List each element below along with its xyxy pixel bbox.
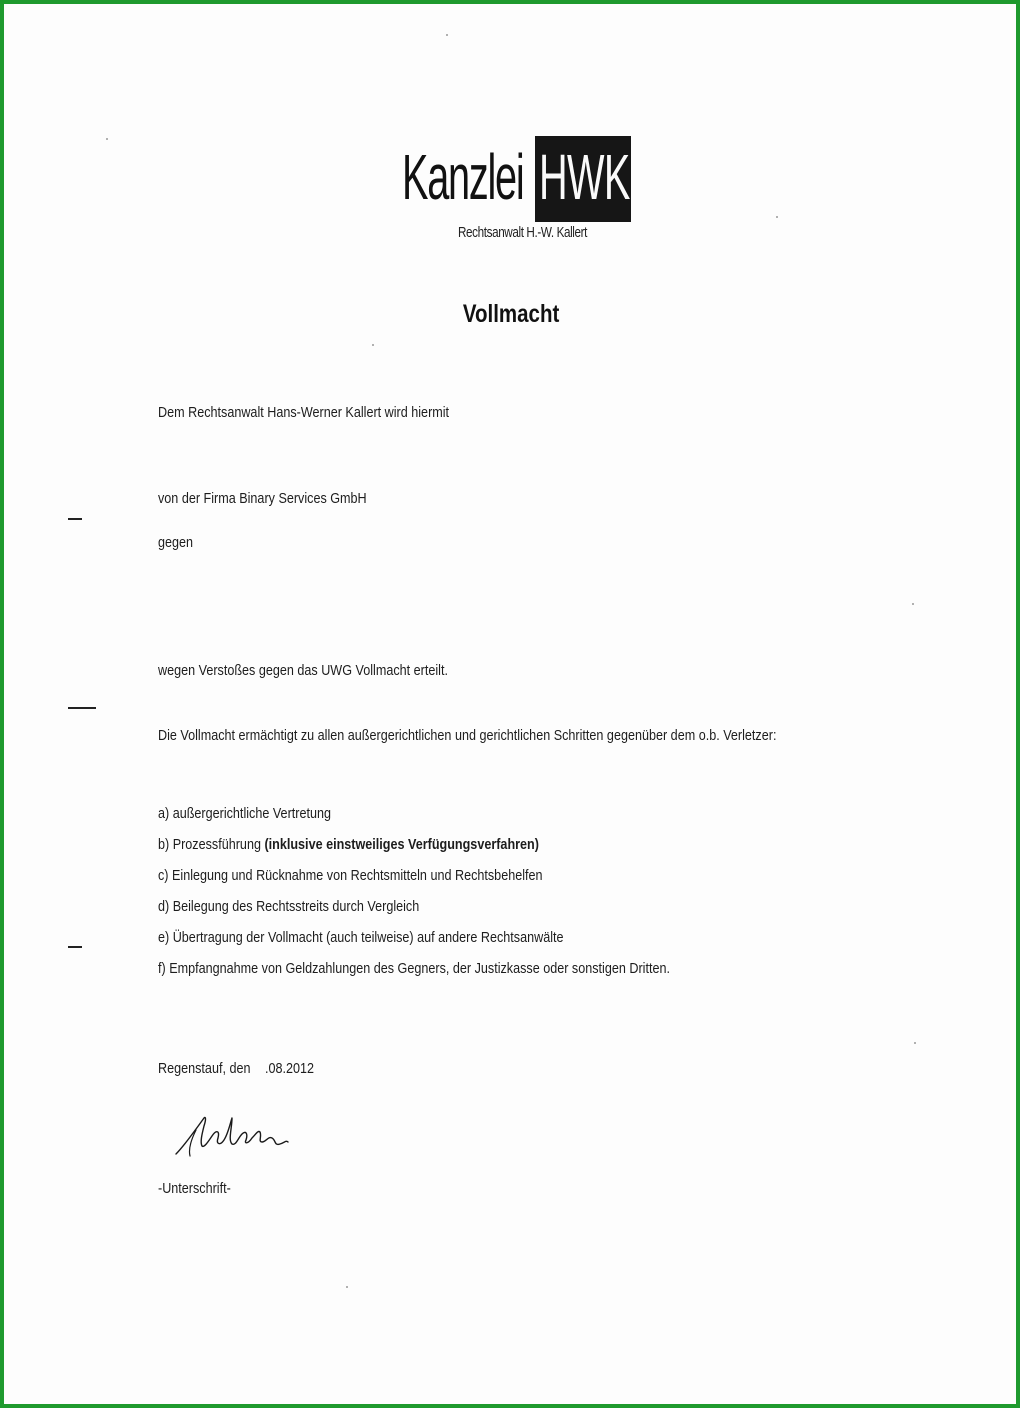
scan-speck — [776, 216, 778, 218]
list-item-c: c) Einlegung und Rücknahme von Rechtsmitteln und Rechtsbehelfen — [158, 867, 543, 884]
intro-line: Dem Rechtsanwalt Hans-Werner Kallert wird hiermit — [158, 404, 450, 421]
kanzlei-logo — [402, 136, 634, 246]
scan-speck — [446, 34, 448, 36]
punch-mark-center — [68, 707, 96, 709]
scope-line: Die Vollmacht ermächtigt zu allen außergerichtlichen und gerichtlichen Schritten gegenüber dem o.b. Verletzer: — [158, 727, 777, 744]
fold-mark-bottom — [68, 946, 82, 948]
scan-speck — [912, 603, 914, 605]
list-item-b-bold: (inklusive einstweiliges Verfügungsverfahren) — [264, 836, 539, 853]
logo-subtitle: Rechtsanwalt H.-W. Kallert — [458, 224, 588, 241]
from-line: von der Firma Binary Services GmbH — [158, 490, 367, 507]
list-item-f: f) Empfangnahme von Geldzahlungen des Gegners, der Justizkasse oder sonstigen Dritten. — [158, 960, 670, 977]
document-title: Vollmacht — [462, 300, 560, 328]
logo-box — [535, 136, 631, 222]
scan-speck — [346, 1286, 348, 1288]
reason-line: wegen Verstoßes gegen das UWG Vollmacht erteilt. — [158, 662, 448, 679]
list-item-b-text: b) Prozessführung — [158, 836, 265, 853]
logo-word: Kanzlei — [402, 141, 524, 213]
scan-speck — [106, 138, 108, 140]
signature-label: -Unterschrift- — [158, 1180, 231, 1197]
place-label: Regenstauf, den — [158, 1060, 251, 1077]
fold-mark-top — [68, 518, 82, 520]
logo-box-text: HWK — [539, 141, 630, 213]
scan-speck — [372, 344, 374, 346]
list-item-b — [158, 836, 539, 853]
list-item-a: a) außergerichtliche Vertretung — [158, 805, 332, 822]
list-item-e: e) Übertragung der Vollmacht (auch teilweise) auf andere Rechtsanwälte — [158, 929, 564, 946]
against-line: gegen — [158, 534, 194, 551]
date-value: .08.2012 — [265, 1060, 315, 1077]
list-item-d: d) Beilegung des Rechtsstreits durch Vergleich — [158, 898, 420, 915]
handwritten-signature — [170, 1108, 300, 1168]
scan-speck — [914, 1042, 916, 1044]
